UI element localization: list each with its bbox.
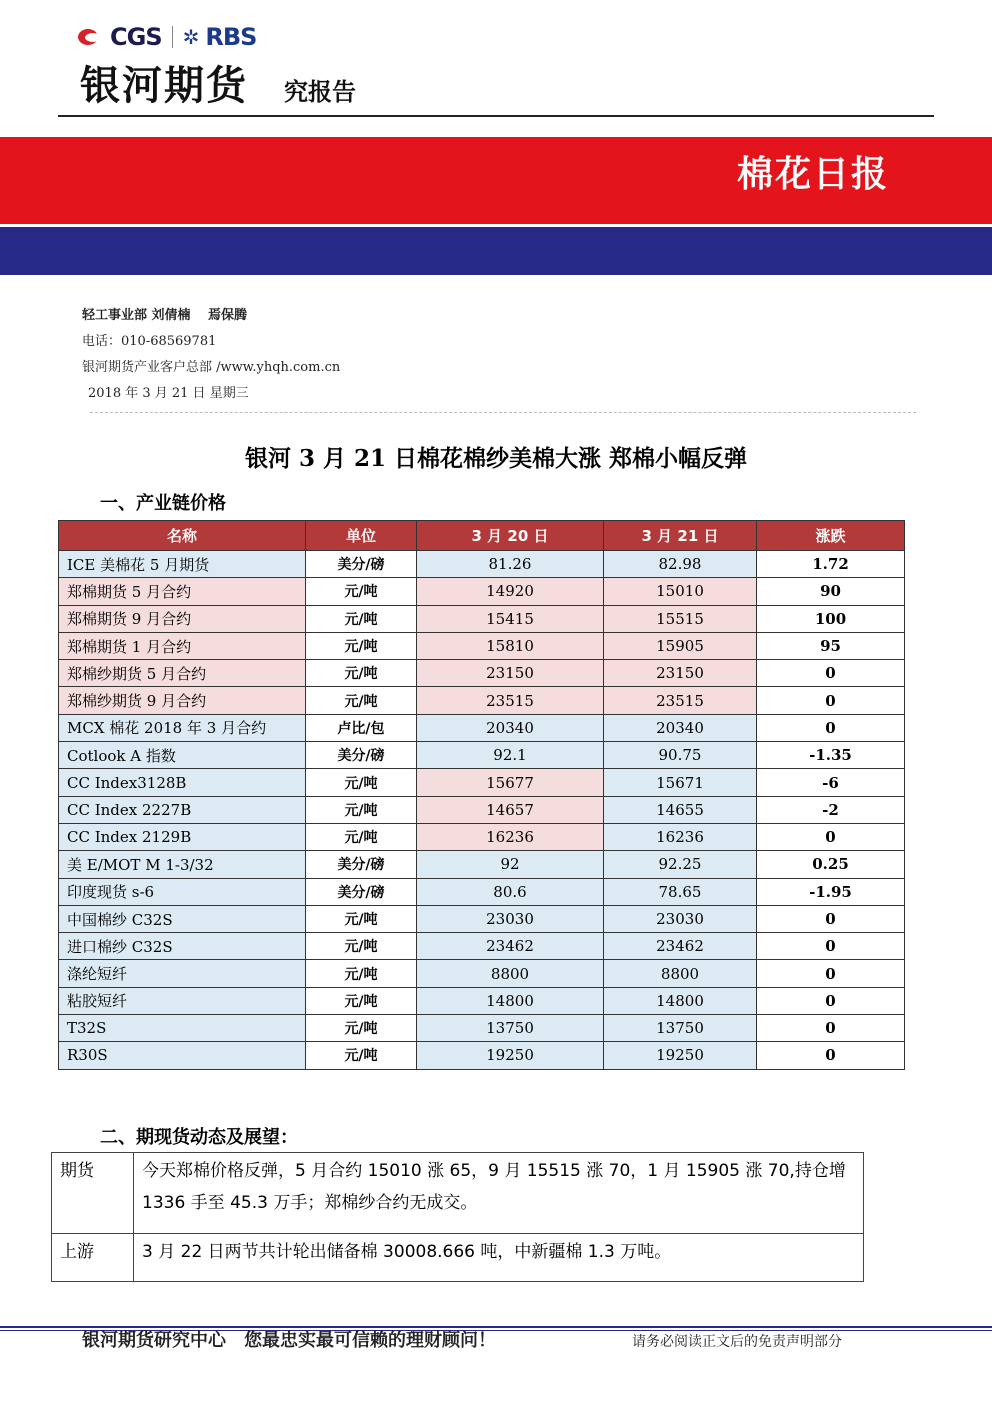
authors: 轻工事业部 刘倩楠 焉保腾 (82, 308, 248, 323)
table-row (59, 605, 905, 632)
table-row (59, 823, 905, 850)
cell-d21: 23030 (604, 905, 757, 932)
header-change: 涨跌 (757, 521, 905, 551)
cell-d20: 23030 (417, 905, 604, 932)
cell-d20: 15415 (417, 605, 604, 632)
cell-chg: 0 (757, 823, 905, 850)
cell-d20: 15677 (417, 769, 604, 796)
cell-d20: 16236 (417, 823, 604, 850)
cell-name: T32S (59, 1015, 306, 1042)
cell-unit: 元/吨 (306, 578, 417, 605)
table-row (59, 987, 905, 1014)
logo (78, 22, 256, 52)
cell-chg: 0 (757, 905, 905, 932)
cell-d21: 8800 (604, 960, 757, 987)
table-row (59, 960, 905, 987)
cell-unit: 元/吨 (306, 987, 417, 1014)
cell-d20: 14800 (417, 987, 604, 1014)
cell-d20: 20340 (417, 714, 604, 741)
header-name: 名称 (59, 521, 306, 551)
table-header-row (59, 521, 905, 551)
footer-disclaimer: 请务必阅读正文后的免责声明部分 (632, 1334, 842, 1350)
logo-cgs-text: CGS (110, 23, 162, 51)
cell-chg: 100 (757, 605, 905, 632)
cell-unit: 元/吨 (306, 1015, 417, 1042)
cell-unit: 元/吨 (306, 769, 417, 796)
cell-d21: 14655 (604, 796, 757, 823)
cell-unit: 元/吨 (306, 605, 417, 632)
cell-d21: 15515 (604, 605, 757, 632)
cell-d20: 23150 (417, 660, 604, 687)
cell-name: 郑棉期货 9 月合约 (59, 605, 306, 632)
header-divider (58, 115, 934, 117)
rbs-logo-icon: ✲ (182, 25, 200, 49)
cell-unit: 元/吨 (306, 1042, 417, 1069)
cell-name: 粘胶短纤 (59, 987, 306, 1014)
banner-separator (0, 224, 992, 227)
cell-d20: 23462 (417, 933, 604, 960)
cell-name: CC Index3128B (59, 769, 306, 796)
cell-chg: 0 (757, 987, 905, 1014)
report-date: 2018 年 3 月 21 日 星期三 (88, 386, 249, 401)
cell-chg: -1.35 (757, 742, 905, 769)
cell-unit: 元/吨 (306, 632, 417, 659)
company-name: 银河期货 (80, 63, 248, 109)
cell-d20: 92.1 (417, 742, 604, 769)
cell-chg: 0 (757, 687, 905, 714)
cell-name: CC Index 2227B (59, 796, 306, 823)
cell-unit: 美分/磅 (306, 878, 417, 905)
cell-unit: 元/吨 (306, 905, 417, 932)
cell-d21: 23150 (604, 660, 757, 687)
logo-rbs-text: RBS (205, 23, 257, 51)
cell-name: CC Index 2129B (59, 823, 306, 850)
cell-unit: 元/吨 (306, 660, 417, 687)
cell-d21: 16236 (604, 823, 757, 850)
phone: 电话：010-68569781 (82, 334, 217, 349)
cell-d21: 23462 (604, 933, 757, 960)
cell-d21: 15905 (604, 632, 757, 659)
outlook-key-upstream: 上游 (52, 1234, 134, 1282)
table-row (59, 578, 905, 605)
cell-d20: 92 (417, 851, 604, 878)
cell-unit: 美分/磅 (306, 551, 417, 578)
cell-unit: 元/吨 (306, 687, 417, 714)
cell-chg: -6 (757, 769, 905, 796)
report-subtitle: 究报告 (284, 78, 356, 106)
cell-chg: -2 (757, 796, 905, 823)
cell-chg: 0 (757, 714, 905, 741)
table-row (52, 1153, 864, 1234)
cell-name: R30S (59, 1042, 306, 1069)
table-row (59, 851, 905, 878)
cell-name: 美 E/MOT M 1-3/32 (59, 851, 306, 878)
cell-unit: 元/吨 (306, 960, 417, 987)
table-row (59, 796, 905, 823)
cell-name: MCX 棉花 2018 年 3 月合约 (59, 714, 306, 741)
cell-chg: 0.25 (757, 851, 905, 878)
table-row (59, 769, 905, 796)
cell-name: 郑棉期货 1 月合约 (59, 632, 306, 659)
cell-name: 进口棉纱 C32S (59, 933, 306, 960)
document-title: 银河 3 月 21 日棉花棉纱美棉大涨 郑棉小幅反弹 (244, 445, 748, 472)
cell-d21: 15010 (604, 578, 757, 605)
cell-chg: 95 (757, 632, 905, 659)
cell-name: 郑棉纱期货 9 月合约 (59, 687, 306, 714)
cell-d20: 81.26 (417, 551, 604, 578)
website: 银河期货产业客户总部 /www.yhqh.com.cn (82, 360, 341, 375)
table-row (59, 687, 905, 714)
table-row (59, 878, 905, 905)
cell-chg: 0 (757, 933, 905, 960)
cell-d21: 20340 (604, 714, 757, 741)
cell-chg: 0 (757, 1042, 905, 1069)
cell-d20: 8800 (417, 960, 604, 987)
section-title-prices: 一、产业链价格 (100, 493, 226, 514)
cell-d21: 15671 (604, 769, 757, 796)
cell-d20: 23515 (417, 687, 604, 714)
cell-unit: 元/吨 (306, 796, 417, 823)
cell-name: ICE 美棉花 5 月期货 (59, 551, 306, 578)
cell-chg: 0 (757, 1015, 905, 1042)
table-row (59, 551, 905, 578)
cell-d20: 14657 (417, 796, 604, 823)
cell-d21: 90.75 (604, 742, 757, 769)
table-row (59, 714, 905, 741)
header-unit: 单位 (306, 521, 417, 551)
cell-unit: 美分/磅 (306, 851, 417, 878)
banner-title: 棉花日报 (736, 154, 889, 195)
cell-name: 郑棉纱期货 5 月合约 (59, 660, 306, 687)
cell-chg: 0 (757, 960, 905, 987)
cell-d20: 13750 (417, 1015, 604, 1042)
cell-d20: 19250 (417, 1042, 604, 1069)
blue-banner (0, 227, 992, 275)
table-row (59, 905, 905, 932)
table-row (59, 632, 905, 659)
table-row (59, 933, 905, 960)
outlook-text-futures: 今天郑棉价格反弹，5 月合约 15010 涨 65，9 月 15515 涨 70，1 月 15905 涨 70,持仓增 1336 手至 45.3 万手；郑棉纱合约无成交。 (134, 1153, 864, 1234)
cell-d21: 13750 (604, 1015, 757, 1042)
cell-unit: 元/吨 (306, 823, 417, 850)
cell-unit: 美分/磅 (306, 742, 417, 769)
outlook-key-futures: 期货 (52, 1153, 134, 1234)
section-title-outlook: 二、期现货动态及展望： (100, 1127, 298, 1148)
cell-name: 印度现货 s-6 (59, 878, 306, 905)
cell-chg: 1.72 (757, 551, 905, 578)
logo-divider (172, 26, 173, 48)
table-row (59, 660, 905, 687)
outlook-table (51, 1152, 864, 1282)
cell-name: 涤纶短纤 (59, 960, 306, 987)
cell-d21: 23515 (604, 687, 757, 714)
cell-d21: 19250 (604, 1042, 757, 1069)
cell-chg: -1.95 (757, 878, 905, 905)
header-mar21: 3 月 21 日 (604, 521, 757, 551)
table-row (52, 1234, 864, 1282)
cell-unit: 元/吨 (306, 933, 417, 960)
cell-name: 郑棉期货 5 月合约 (59, 578, 306, 605)
cell-d20: 15810 (417, 632, 604, 659)
cell-chg: 90 (757, 578, 905, 605)
table-row (59, 742, 905, 769)
cell-d21: 14800 (604, 987, 757, 1014)
cell-d21: 82.98 (604, 551, 757, 578)
outlook-text-upstream: 3 月 22 日两节共计轮出储备棉 30008.666 吨，中新疆棉 1.3 万吨。 (134, 1234, 864, 1282)
cgs-logo-icon (78, 26, 104, 48)
table-row (59, 1042, 905, 1069)
cell-d20: 80.6 (417, 878, 604, 905)
table-row (59, 1015, 905, 1042)
cell-chg: 0 (757, 660, 905, 687)
footer-slogan: 银河期货研究中心 您最忠实最可信赖的理财顾问！ (82, 1330, 496, 1351)
cell-name: 中国棉纱 C32S (59, 905, 306, 932)
cell-unit: 卢比/包 (306, 714, 417, 741)
cell-d20: 14920 (417, 578, 604, 605)
header-mar20: 3 月 20 日 (417, 521, 604, 551)
cell-name: Cotlook A 指数 (59, 742, 306, 769)
price-table (58, 520, 905, 1070)
meta-divider (90, 412, 916, 413)
cell-d21: 92.25 (604, 851, 757, 878)
cell-d21: 78.65 (604, 878, 757, 905)
